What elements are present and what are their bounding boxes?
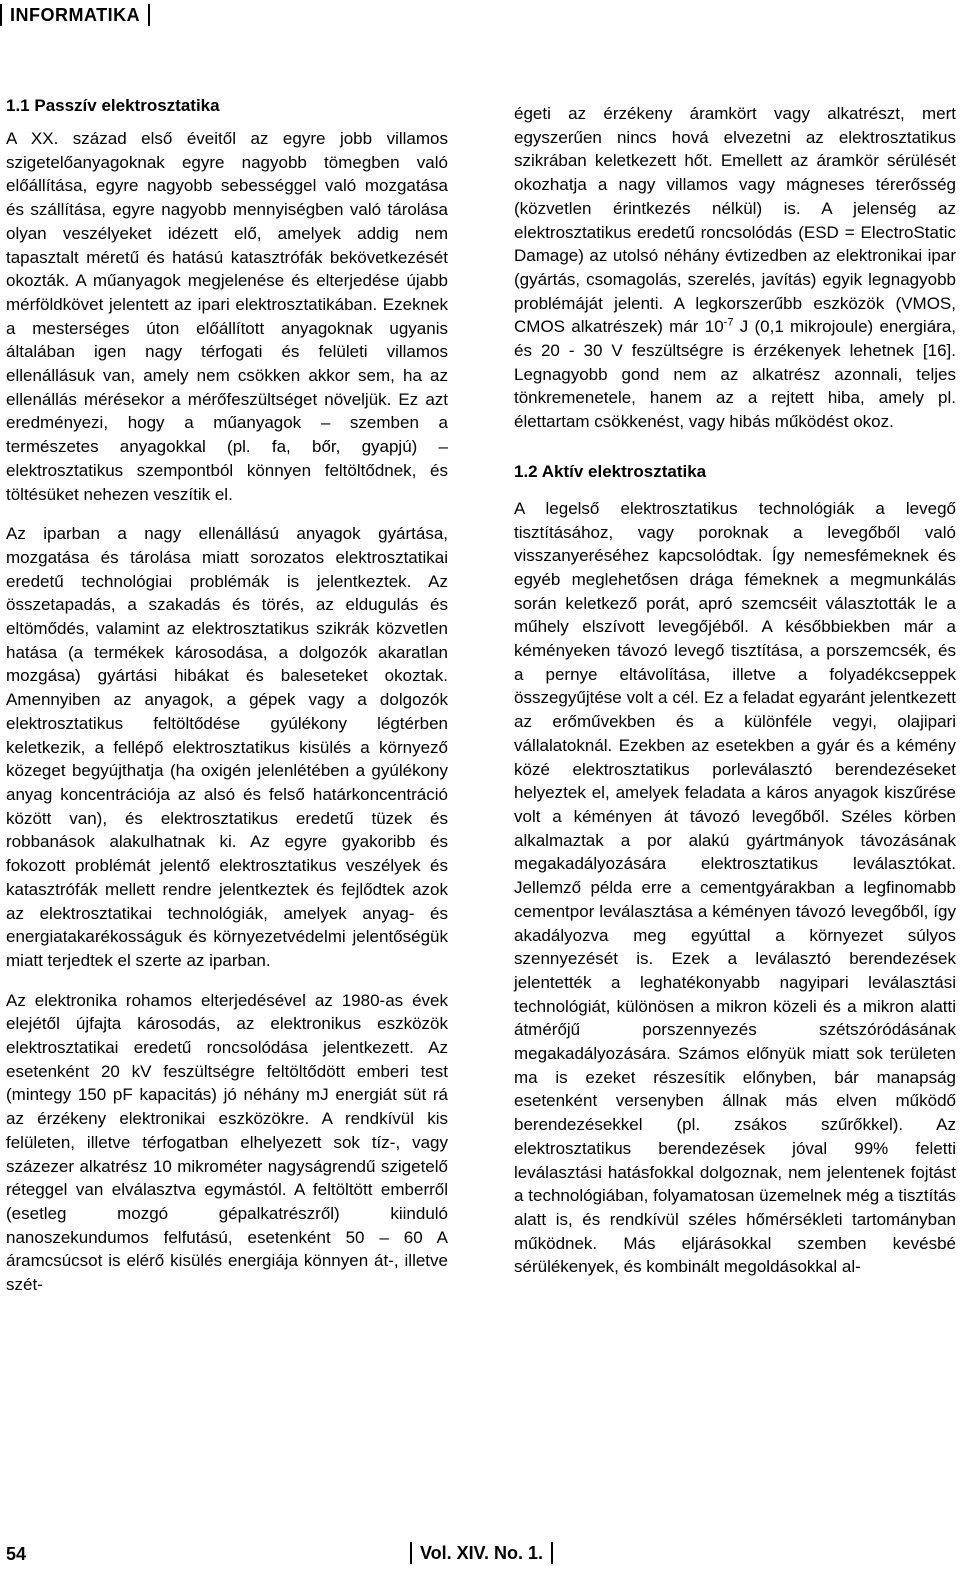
footer-divider-right: [551, 1542, 553, 1564]
right-column: [514, 102, 956, 1295]
left-column: [6, 94, 448, 1313]
paragraph: [514, 102, 956, 434]
exponent: -7: [723, 316, 734, 329]
volume-info: [410, 1542, 553, 1564]
journal-section-title: INFORMATIKA: [10, 4, 141, 25]
volume-label: Vol. XIV. No. 1.: [420, 1542, 544, 1563]
paragraph-text: égeti az érzékeny áramkört vagy alkatrészt, mert egyszerűen nincs hová elvezetni az elektrosztatikus szikrában keletkezett hőt. Emellett az áramkör sérülését okozhatja a nagy villamos vagy mágneses térerősség (közvetlen érintkezés nélkül) is. A jelenség az elektrosztatikus eredetű roncsolódás (ESD = ElectroStatic Damage) az utolsó néhány évtizedben az elektronikai ipar (gyártás, csomagolás, szerelés, javítás) egyik legnagyobb problémáját jelenti. A legkorszerűbb eszközök (VMOS, CMOS alkatrészek) már 10: [514, 104, 956, 337]
section-heading-passive: 1.1 Passzív elektrosztatika: [6, 96, 220, 115]
page-footer: [0, 1540, 960, 1570]
paragraph: A legelső elektrosztatikus technológiák a levegő tisztításához, vagy poroknak a levegőből való visszanyeréséhez kapcsolódtak. Így nemesfémeknek és egyéb meglehetősen drága fémeknek a megmunkálás során keletkező porát, apró szemcséit választották le a műhely elszívott levegőjéből. A későbbiekben már a kéményeken távozó levegő tisztítása, a porszemcsék, és a pernye eltávolítása, illetve a folyadékcseppek összegyűjtése volt a cél. Ez a feladat egyaránt jelentkezett az erőművekben és a különféle vegyi, olajipari vállalatoknál. Ezekben az esetekben a gyár és a kémény közé elektrosztatikus porleválasztó berendezéseket helyeztek el, amelyek feladata a káros anyagok kiszűrése volt a kéményen át távozó levegőből. Széles körben alkalmaztak a por alakú gyártmányok távozásának megakadályozására elektrosztatikus leválasztókat. Jellemző példa erre a cementgyárakban a legfinomabb cementpor leválasztása a kéményen távozó levegőből, így akadályozva meg egyúttal a környezet súlyos szennyezését is. Ezek a leválasztó berendezések jelentették a leghatékonyabb nagyipari leválasztási technológiát, különösen a mikron közeli és a mikron alatti átmérőjű porszennyezés szétszóródásának megakadályozására. Számos előnyük miatt sok területen ma is ezeket részesítik előnyben, bár manapság esetenként versenyben állnak más elven működő berendezésekkel (pl. zsákos szűrőkkel). Az elektrosztatikus berendezések jóval 99% feletti leválasztási hatásfokkal dolgoznak, nem jelentenek fojtást a technológiában, folyamatosan üzemelnek még a tisztítás alatt is, és rendkívül széles hőmérsékleti tartományban működnek. Más eljárásokkal szemben kevésbé sérülékenyek, és kombinált megoldásokkal al-: [514, 498, 956, 1277]
page-number: 54: [6, 1544, 27, 1564]
paragraph: A XX. század első éveitől az egyre jobb villamos szigetelőanyagoknak egyre nagyobb tömegben való előállítása, egyre nagyobb sebességgel való mozgatása és szállítása, egyre nagyobb mennyiségben való tárolása olyan veszélyeket idézett elő, amelyek addig nem tapasztalt méretű és hatású katasztrófák bekövetkezését okozták. A műanyagok megjelenése és elterjedése újabb mérföldkövet jelentett az ipari elektrosztatikában. Ezeknek a mesterséges úton előállított anyagoknak ugyanis általában igen nagy térfogati és felületi villamos ellenállásuk van, amely nem csökken akkor sem, ha az ellenállás mérésekor a mérőfeszültséget növeljük. Ez azt eredményezi, hogy a műanyagok – szemben a természetes anyagokkal (pl. fa, bőr, gyapjú) – elektrosztatikus szempontból könnyen feltöltődnek, és töltésüket nehezen veszítik el.: [6, 129, 448, 504]
header-divider-right: [148, 4, 150, 26]
section-heading-active: 1.2 Aktív elektrosztatika: [514, 461, 707, 481]
paragraph-text: J (0,1 mikrojoule) energiára, és 20 - 30 V feszültségre is érzékenyek lehetnek [16]. Legnagyobb gond nem az alkatrész azonnali, teljes tönkremenetele, hanem az a rejtett hiba, amely pl. élettartam csökkenést, vagy hibás működést okoz.: [514, 317, 957, 432]
journal-header: [0, 0, 150, 30]
paragraph: Az iparban a nagy ellenállású anyagok gyártása, mozgatása és tárolása miatt sorozatos elektrosztatikai eredetű technológiai problémák is jelentkeztek. Az összetapadás, a szakadás és törés, az eldugulás és eltömődés, valamint az elektrosztatikus szikrák közvetlen hatása (a termékek károsodása, a dolgozók akaratlan mozgása) gyártási hibákat és baleseteket okoztak. Amennyiben az anyagok, a gépek vagy a dolgozók elektrosztatikus feltöltődése gyúlékony légtérben keletkezik, a fellépő elektrosztatikus kisülés a környező közeget begyújthatja (ha oxigén jelenlétében a gyúlékony anyag koncentrációja az alsó és felső határkoncentráció között van), és elektrosztatikus eredetű tüzek és robbanások alakulhatnak ki. Az egyre gyakoribb és fokozott problémát jelentő elektrosztatikus veszélyek és katasztrófák mellett rendre jelentkeztek és fejlődtek azok az elektrosztatikai technológiák, amelyek anyag- és energiatakarékosságuk és környezetvédelmi jelentőségük miatt terjedtek el szerte az iparban.: [6, 524, 448, 970]
paragraph: Az elektronika rohamos elterjedésével az 1980-as évek elejétől újfajta károsodás, az elektronikus eszközök elektrosztatikai eredetű roncsolódása jelentkezett. Az esetenként 20 kV feszültségre feltöltődött emberi test (mintegy 150 pF kapacitás) jó néhány mJ energiát süt rá az érzékeny elektronikai eszközökre. A rendkívül kis felületen, illetve térfogatban elhelyezett sok tíz-, vagy százezer alkatrész 10 mikrométer nagyságrendű szigetelő réteggel van elválasztva egymástól. A feltöltött emberről (esetleg mozgó gépalkatrészről) kiinduló nanoszekundumos felfutású, esetenként 50 – 60 A áramcsúcsot is elérő kisülés energiája könnyen át-, illetve szét-: [6, 990, 448, 1295]
